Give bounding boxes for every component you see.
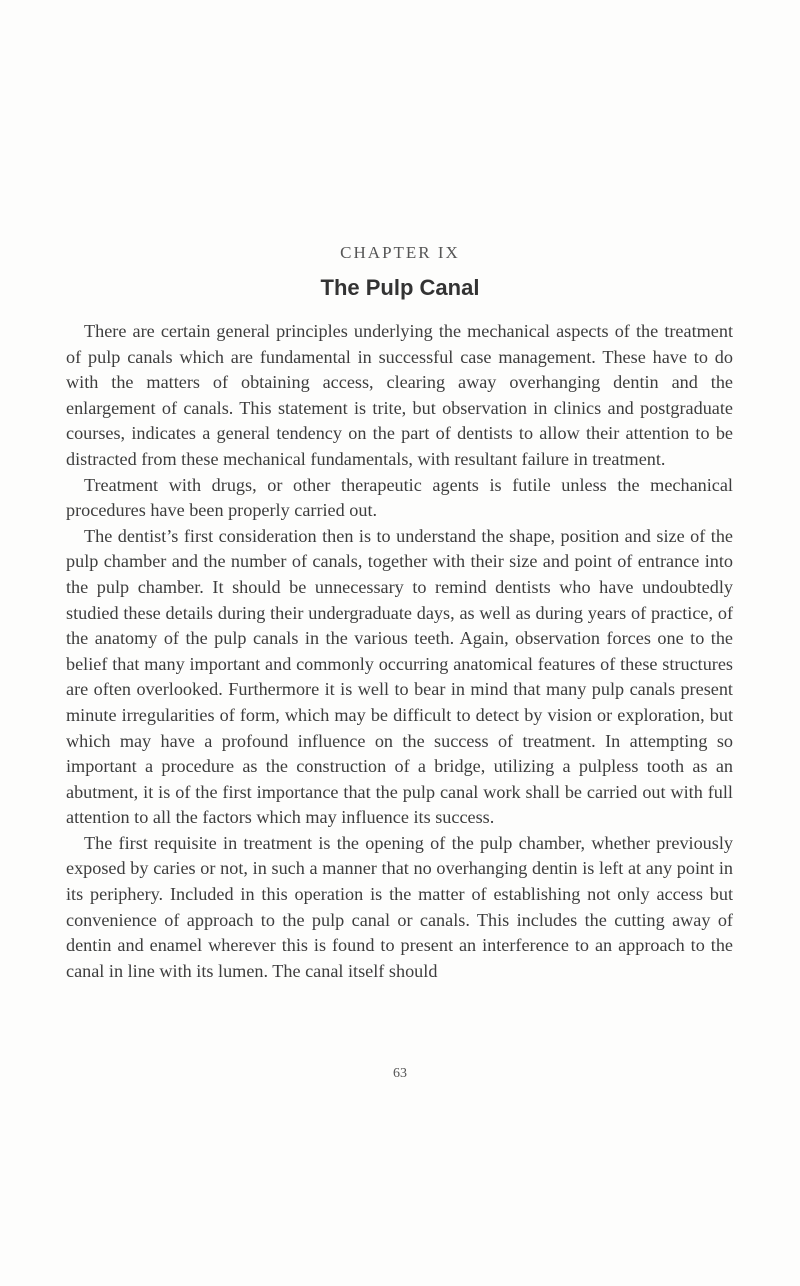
paragraph-4: The first requisite in treatment is the opening of the pulp chamber, whether previously exposed by caries or not, in such a manner that no overhanging dentin is left at any point in its periphery. Included in this operation is the matter of establishing not only access but convenience of approach to the pulp canal or canals. This includes the cutting away of dentin and enamel wherever this is found to present an interference to an approach to the canal in line with its lumen. The canal itself should (66, 832, 733, 981)
page-number: 63 (393, 1066, 407, 1081)
body-text (66, 319, 733, 984)
paragraph-2: Treatment with drugs, or other therapeutic agents is futile unless the mechanical procedures have been properly carried out. (66, 474, 733, 521)
chapter-title: The Pulp Canal (320, 275, 480, 300)
paragraph-3: The dentist’s first consideration then is to understand the shape, position and size of the pulp chamber and the number of canals, together with their size and point of entrance into the pulp chamber. It should be unnecessary to remind dentists who have undoubtedly studied these details during their undergraduate days, as well as during years of practice, of the anatomy of the pulp canals in the various teeth. Again, observation forces one to the belief that many important and commonly occurring anatomical features of these structures are often overlooked. Furthermore it is well to bear in mind that many pulp canals present minute irregularities of form, which may be difficult to detect by vision or exploration, but which may have a profound influence on the success of treatment. In attempting so important a procedure as the construction of a bridge, utilizing a pulpless tooth as an abutment, it is of the first importance that the pulp canal work shall be carried out with full attention to all the factors which may influence its success. (66, 525, 733, 828)
paragraph-1: There are certain general principles underlying the mechanical aspects of the treatment of pulp canals which are fundamental in successful case management. These have to do with the matters of obtaining access, clearing away overhanging dentin and the enlargement of canals. This statement is trite, but observation in clinics and postgraduate courses, indicates a general tendency on the part of dentists to allow their attention to be distracted from these mechanical fundamentals, with resultant failure in treatment. (66, 321, 733, 469)
chapter-label: CHAPTER IX (340, 243, 460, 262)
